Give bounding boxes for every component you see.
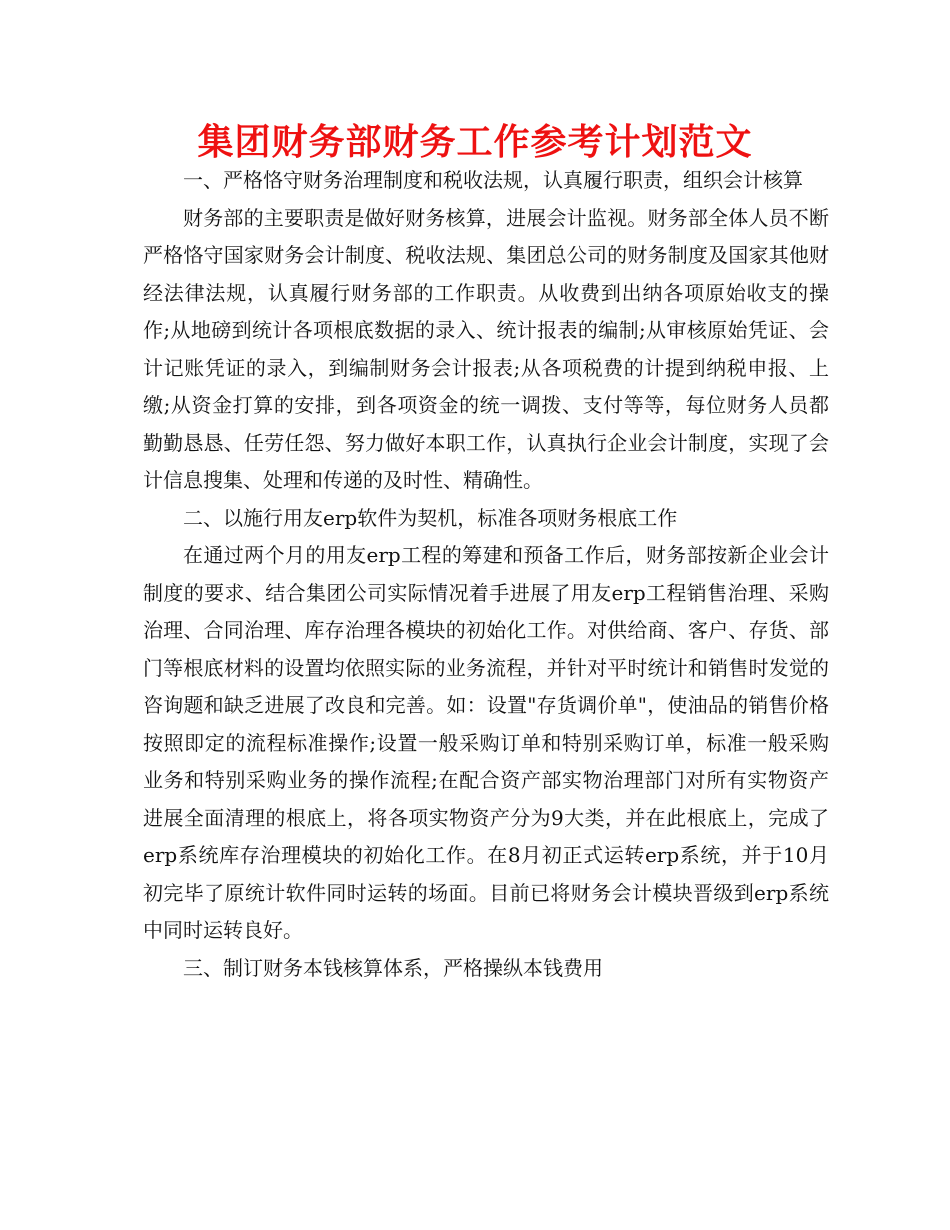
section-heading-2: 二、以施行用友erp软件为契机，标准各项财务根底工作 xyxy=(183,505,678,530)
document-body xyxy=(143,162,829,987)
body-paragraph-1: 财务部的主要职责是做好财务核算，进展会计监视。财务部全体人员不断严格恪守国家财务会计制度、税收法规、集团总公司的财务制度及国家其他财经法律法规，认真履行财务部的工作职责。从收费到出纳各项原始收支的操作;从地磅到统计各项根底数据的录入、统计报表的编制;从审核原始凭证、会计记账凭证的录入，到编制财务会计报表;从各项税费的计提到纳税申报、上缴;从资金打算的安排，到各项资金的统一调拨、支付等等，每位财务人员都勤勤恳恳、任劳任怨、努力做好本职工作，认真执行企业会计制度，实现了会计信息搜集、处理和传递的及时性、精确性。 xyxy=(143,205,829,492)
section-heading-3: 三、制订财务本钱核算体系，严格操纵本钱费用 xyxy=(183,955,603,980)
document-title: 集团财务部财务工作参考计划范文 xyxy=(197,122,753,163)
body-paragraph-2: 在通过两个月的用友erp工程的筹建和预备工作后，财务部按新企业会计制度的要求、结合集团公司实际情况着手进展了用友erp工程销售治理、采购治理、合同治理、库存治理各模块的初始化工作。对供给商、客户、存货、部门等根底材料的设置均依照实际的业务流程，并针对平时统计和销售时发觉的咨询题和缺乏进展了改良和完善。如：设置"存货调价单"，使油品的销售价格按照即定的流程标准操作;设置一般采购订单和特别采购订单，标准一般采购业务和特别采购业务的操作流程;在配合资产部实物治理部门对所有实物资产进展全面清理的根底上，将各项实物资产分为9大类，并在此根底上，完成了erp系统库存治理模块的初始化工作。在8月初正式运转erp系统，并于10月初完毕了原统计软件同时运转的场面。目前已将财务会计模块晋级到erp系统中同时运转良好。 xyxy=(143,543,829,942)
section-heading-1: 一、严格恪守财务治理制度和税收法规，认真履行职责，组织会计核算 xyxy=(183,168,803,192)
